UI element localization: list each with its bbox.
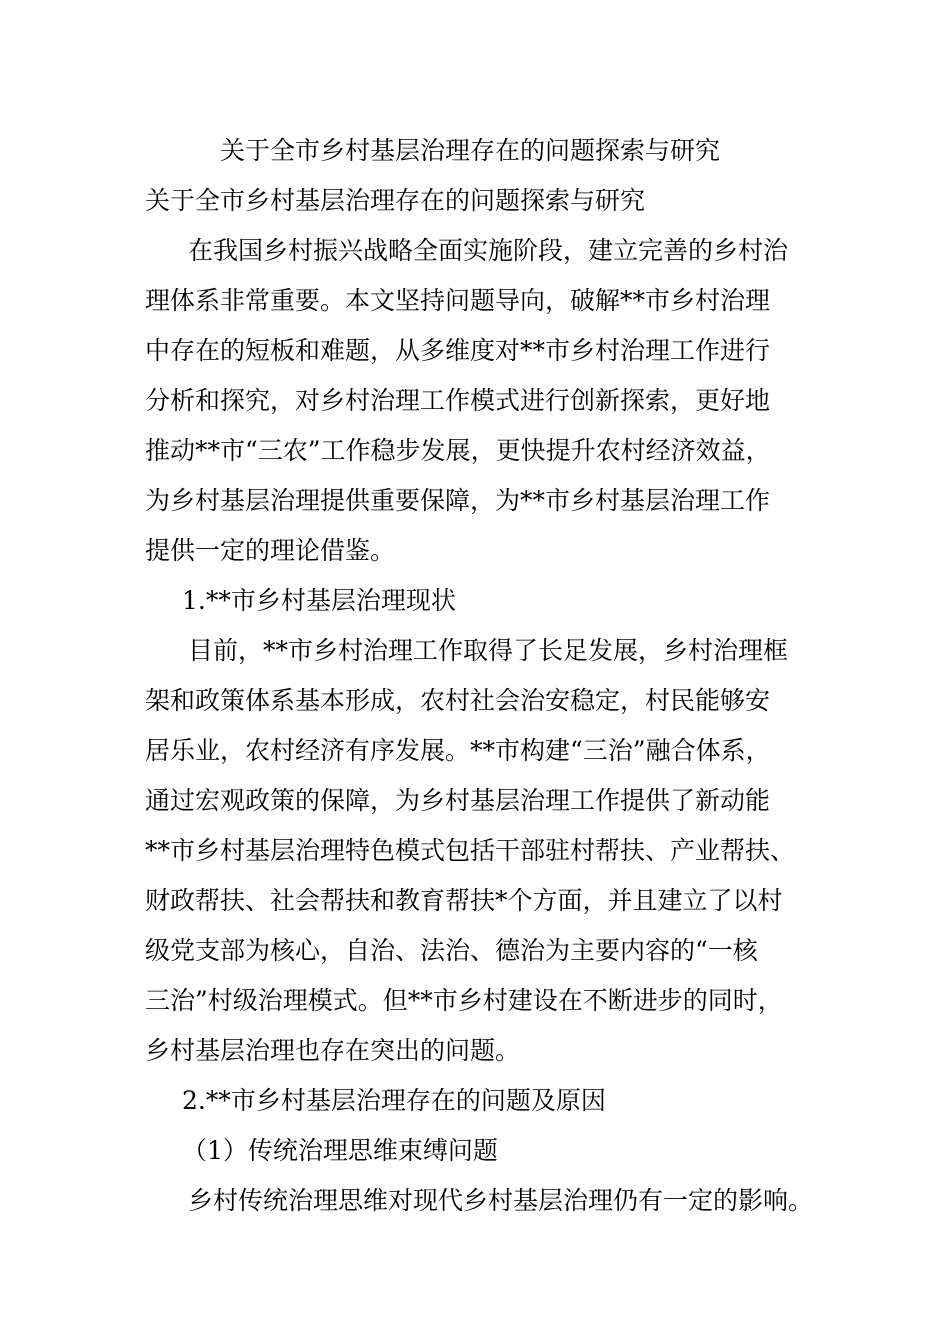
paragraph-line: 级党支部为核心，自治、法治、德治为主要内容的“一核 bbox=[145, 936, 758, 965]
paragraph-line: 提供一定的理论借鉴。 bbox=[145, 536, 396, 565]
paragraph-line: 分析和探究，对乡村治理工作模式进行创新探索，更好地 bbox=[145, 386, 771, 415]
section-heading: 2.**市乡村基层治理存在的问题及原因 bbox=[182, 1086, 606, 1115]
paragraph-line: 通过宏观政策的保障，为乡村基层治理工作提供了新动能 bbox=[145, 786, 771, 815]
paragraph-line: 理体系非常重要。本文坚持问题导向，破解**市乡村治理 bbox=[145, 286, 771, 315]
subsection-heading: （1）传统治理思维束缚问题 bbox=[182, 1136, 498, 1165]
paragraph-line: **市乡村基层治理特色模式包括干部驻村帮扶、产业帮扶、 bbox=[145, 836, 796, 865]
paragraph-line: 财政帮扶、社会帮扶和教育帮扶*个方面，并且建立了以村 bbox=[145, 886, 783, 915]
paragraph-line: 在我国乡村振兴战略全面实施阶段，建立完善的乡村治 bbox=[188, 236, 789, 265]
paragraph-line: 推动**市“三农”工作稳步发展，更快提升农村经济效益， bbox=[145, 436, 771, 465]
paragraph-line: 目前，**市乡村治理工作取得了长足发展，乡村治理框 bbox=[188, 636, 789, 665]
document-title: 关于全市乡村基层治理存在的问题探索与研究 bbox=[220, 136, 721, 165]
section-heading: 1.**市乡村基层治理现状 bbox=[182, 586, 456, 615]
paragraph-line: 乡村传统治理思维对现代乡村基层治理仍有一定的影响。 bbox=[188, 1186, 814, 1215]
paragraph-line: 乡村基层治理也存在突出的问题。 bbox=[145, 1036, 521, 1065]
paragraph-line: 为乡村基层治理提供重要保障，为**市乡村基层治理工作 bbox=[145, 486, 771, 515]
document-subtitle: 关于全市乡村基层治理存在的问题探索与研究 bbox=[145, 186, 646, 215]
paragraph-line: 中存在的短板和难题，从多维度对**市乡村治理工作进行 bbox=[145, 336, 771, 365]
paragraph-line: 架和政策体系基本形成，农村社会治安稳定，村民能够安 bbox=[145, 686, 771, 715]
paragraph-line: 居乐业，农村经济有序发展。**市构建“三治”融合体系， bbox=[145, 736, 771, 765]
paragraph-line: 三治”村级治理模式。但**市乡村建设在不断进步的同时， bbox=[145, 986, 783, 1015]
